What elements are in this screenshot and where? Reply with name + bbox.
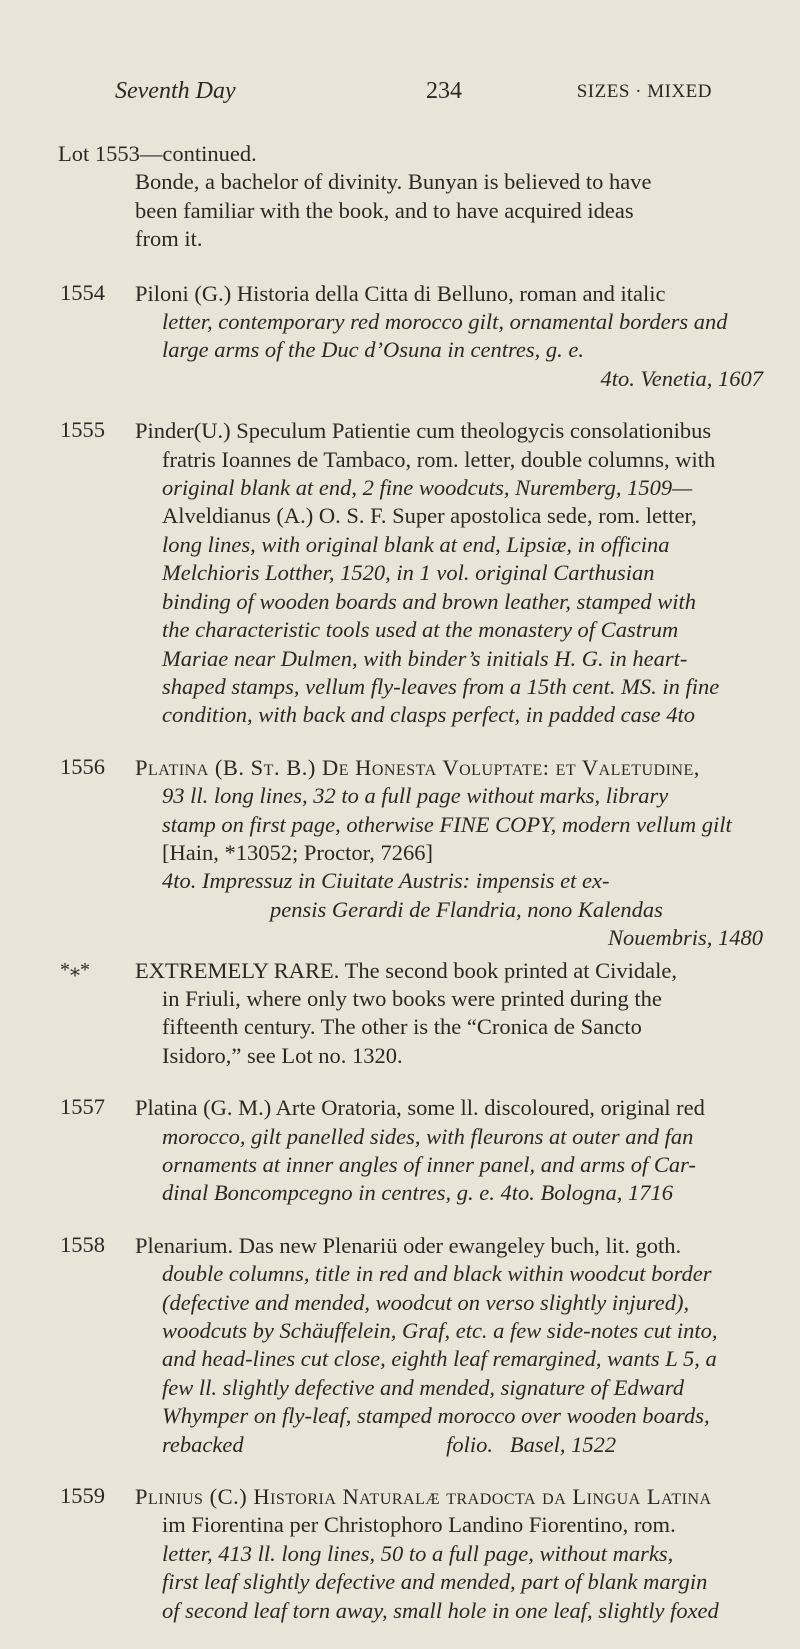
lot-line: condition, with back and clasps perfect, in padded case 4to (162, 702, 696, 728)
lot-line: woodcuts by Schäuffelein, Graf, etc. a few side-notes cut into, (162, 1318, 718, 1344)
lot-line: Alveldianus (A.) O. S. F. Super apostolica sede, rom. letter, (162, 503, 697, 529)
lot-line: Pinder(U.) Speculum Patientie cum theologycis consolationibus (135, 418, 712, 444)
lot-line: (defective and mended, woodcut on verso slightly injured), (162, 1289, 690, 1315)
lot-line: first leaf slightly defective and mended, part of blank margin (162, 1569, 708, 1595)
lot-number: 1559 (60, 1483, 105, 1509)
lot-body (135, 1232, 763, 1459)
lot-continued-body (58, 140, 763, 254)
lot-line: been familiar with the book, and to have acquired ideas (135, 197, 634, 223)
lot-line: letter, contemporary red morocco gilt, ornamental borders and (162, 309, 728, 335)
lot-line: few ll. slightly defective and mended, signature of Edward (162, 1374, 684, 1400)
lot-number: 1554 (60, 279, 105, 305)
lot-continued (0, 140, 800, 254)
lot-number: 1558 (60, 1231, 105, 1257)
lot-entry (0, 417, 800, 729)
lot-line: double columns, title in red and black within woodcut border (162, 1261, 712, 1287)
lot-line: Whymper on fly-leaf, stamped morocco over wooden boards, (162, 1403, 710, 1429)
lot-line: Plenarium. Das new Plenariü oder ewangeley buch, lit. goth. (135, 1232, 682, 1258)
lot-line: rebacked folio. Basel, 1522 (162, 1431, 617, 1457)
lot-number: 1557 (60, 1094, 105, 1120)
lot-line: long lines, with original blank at end, Lipsiæ, in officina (162, 531, 670, 557)
lot-body (135, 754, 763, 953)
lot-line: Mariae near Dulmen, with binder’s initials H. G. in heart- (162, 645, 688, 671)
running-header (115, 78, 712, 112)
lot-line: of second leaf torn away, small hole in one leaf, slightly foxed (162, 1597, 719, 1623)
lot-number: 1556 (60, 753, 105, 779)
lot-entry (0, 754, 800, 953)
lot-note (0, 957, 800, 1071)
lot-line: Platina (G. M.) Arte Oratoria, some ll. discoloured, original red (135, 1095, 705, 1121)
lot-entry (0, 280, 800, 394)
lot-line: 93 ll. long lines, 32 to a full page without marks, library (162, 783, 669, 809)
lot-body (135, 1094, 763, 1208)
page-number: 234 (426, 78, 462, 104)
lot-imprint: pensis Gerardi de Flandria, nono Kalendas (270, 896, 663, 922)
note-body (135, 957, 763, 1071)
header-day: Seventh Day (115, 78, 236, 104)
lot-number: 1555 (60, 417, 105, 443)
lot-line: original blank at end, 2 fine woodcuts, Nuremberg, 1509— (162, 475, 693, 501)
header-section: SIZES · MIXED (576, 81, 712, 102)
lot-imprint: Nouembris, 1480 (607, 925, 763, 951)
note-line: fifteenth century. The other is the “Cronica de Sancto (162, 1014, 642, 1040)
lot-line: large arms of the Duc d’Osuna in centres, g. e. (162, 337, 585, 363)
lot-line: fratris Ioannes de Tambaco, rom. letter, double columns, with (162, 446, 716, 472)
lot-imprint: 4to. Venetia, 1607 (600, 365, 763, 391)
lot-line: [Hain, *13052; Proctor, 7266] (162, 839, 433, 865)
lot-line: from it. (135, 226, 203, 252)
continued-label (58, 140, 763, 168)
lot-entry (0, 1483, 800, 1625)
lot-line: shaped stamps, vellum fly-leaves from a 15th cent. MS. in fine (162, 673, 720, 699)
note-line: in Friuli, where only two books were printed during the (162, 985, 662, 1011)
lot-body (135, 417, 763, 729)
lot-line: Bonde, a bachelor of divinity. Bunyan is believed to have (135, 169, 652, 195)
lot-line: stamp on first page, otherwise FINE COPY, modern vellum gilt (162, 811, 732, 837)
lot-line: Plinius (C.) Historia Naturalæ tradocta da Lingua Latina (135, 1484, 712, 1510)
lot-line: Platina (B. St. B.) De Honesta Voluptate: et Valetudine, (135, 754, 700, 780)
lot-imprint: 4to. Impressuz in Ciuitate Austris: impensis et ex- (162, 868, 610, 894)
note-line: EXTREMELY RARE. The second book printed at Cividale, (135, 957, 678, 983)
lot-entry (0, 1094, 800, 1208)
lot-line: dinal Boncompcegno in centres, g. e. 4to. Bologna, 1716 (162, 1180, 673, 1206)
lot-body (135, 1483, 763, 1625)
lot-line: binding of wooden boards and brown leather, stamped with (162, 588, 696, 614)
lot-line: im Fiorentina per Christophoro Landino Fiorentino, rom. (162, 1512, 676, 1538)
lot-line: morocco, gilt panelled sides, with fleurons at outer and fan (162, 1123, 694, 1149)
note-line: Isidoro,” see Lot no. 1320. (162, 1042, 403, 1068)
lot-entry (0, 1232, 800, 1459)
note-mark: *⁎* (60, 958, 90, 981)
lot-list (0, 140, 800, 1649)
lot-line: Melchioris Lotther, 1520, in 1 vol. original Carthusian (162, 560, 655, 586)
lot-line: the characteristic tools used at the monastery of Castrum (162, 617, 679, 643)
lot-line: ornaments at inner angles of inner panel, and arms of Car- (162, 1152, 696, 1177)
lot-line: letter, 413 ll. long lines, 50 to a full page, without marks, (162, 1540, 674, 1566)
lot-line: Piloni (G.) Historia della Citta di Belluno, roman and italic (135, 280, 666, 306)
continued-label-text: Lot 1553—continued. (58, 141, 257, 166)
lot-line: and head-lines cut close, eighth leaf remargined, wants L 5, a (162, 1346, 717, 1372)
lot-body (135, 280, 763, 394)
